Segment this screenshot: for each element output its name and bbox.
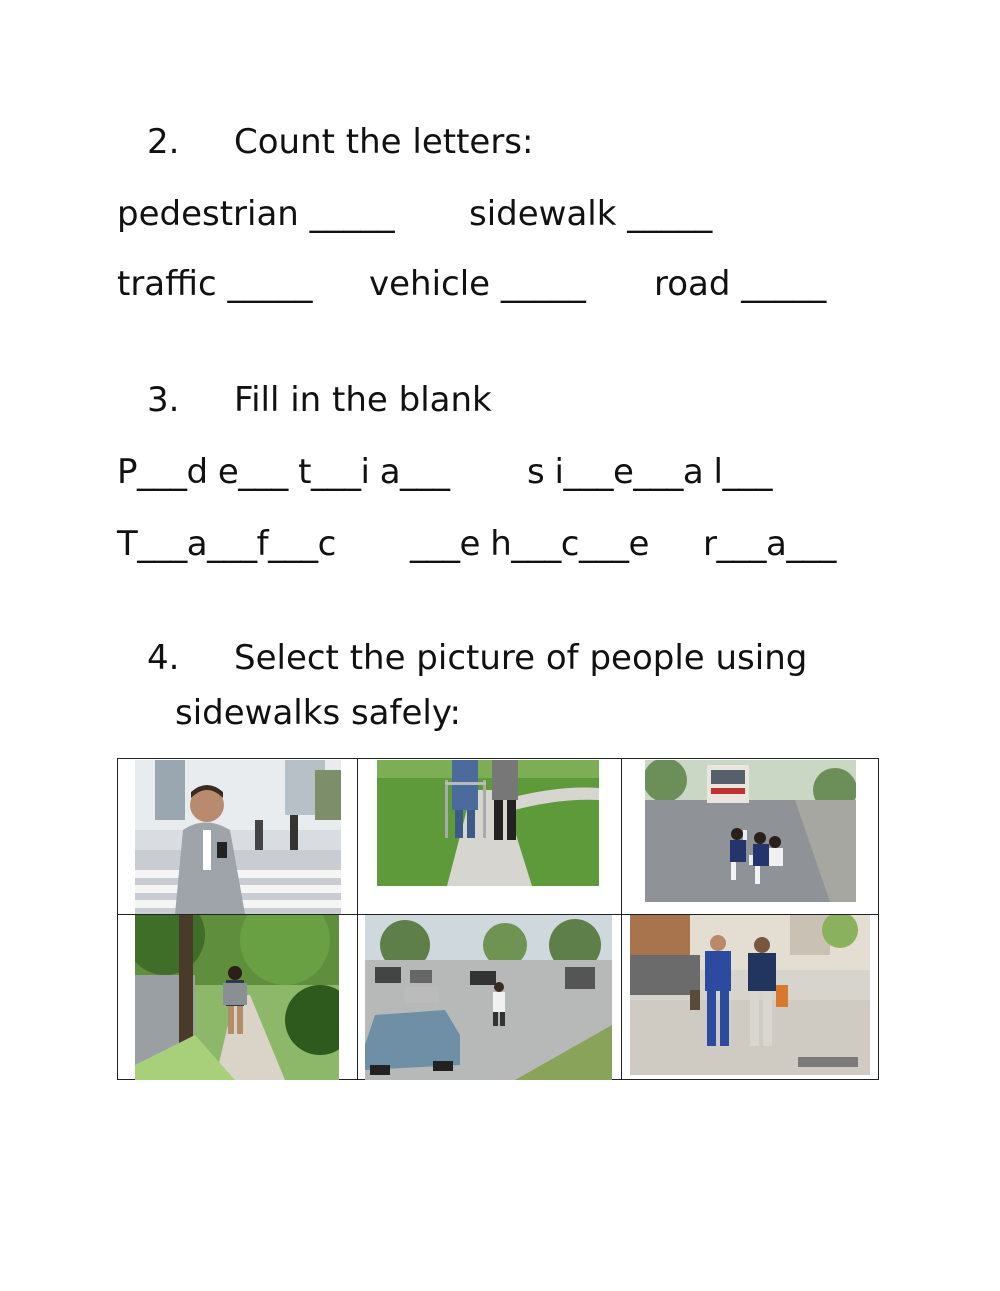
photo-children-running-across-road[interactable]: [645, 760, 856, 902]
q2-word-road: road _____: [654, 264, 827, 304]
q3-blank-traffic: T___a___f___c: [117, 524, 336, 564]
q2-word-traffic: traffic _____: [117, 264, 313, 304]
q2-word-sidewalk: sidewalk _____: [469, 194, 713, 234]
q2-number: 2.: [147, 122, 180, 162]
q4-number: 4.: [147, 638, 180, 678]
q3-blank-sidewalk: s i___e___a l___: [527, 452, 772, 492]
q3-blank-vehicle: ___e h___c___e: [410, 524, 649, 564]
picture-grid: [117, 758, 879, 1080]
q3-number: 3.: [147, 380, 180, 420]
grid-divider: [357, 759, 358, 1079]
q4-heading-line2: sidewalks safely:: [175, 693, 461, 733]
grid-divider: [621, 759, 622, 1079]
q2-heading: Count the letters:: [234, 122, 534, 162]
photo-man-on-phone-crossing-street[interactable]: [135, 760, 341, 914]
q3-blank-pedestrian: P___d e___ t___i a___: [117, 452, 450, 492]
q4-heading-line1: Select the picture of people using: [234, 638, 808, 678]
q2-word-vehicle: vehicle _____: [369, 264, 586, 304]
photo-person-walking-on-tree-lined-sidewalk[interactable]: [135, 915, 339, 1080]
q3-heading: Fill in the blank: [234, 380, 492, 420]
photo-two-men-walking-on-sidewalk[interactable]: [630, 915, 870, 1075]
photo-people-with-walker-on-sidewalk[interactable]: [377, 760, 599, 886]
q3-blank-road: r___a___: [703, 524, 836, 564]
q2-word-pedestrian: pedestrian _____: [117, 194, 395, 234]
photo-child-crossing-busy-road[interactable]: [365, 915, 612, 1080]
